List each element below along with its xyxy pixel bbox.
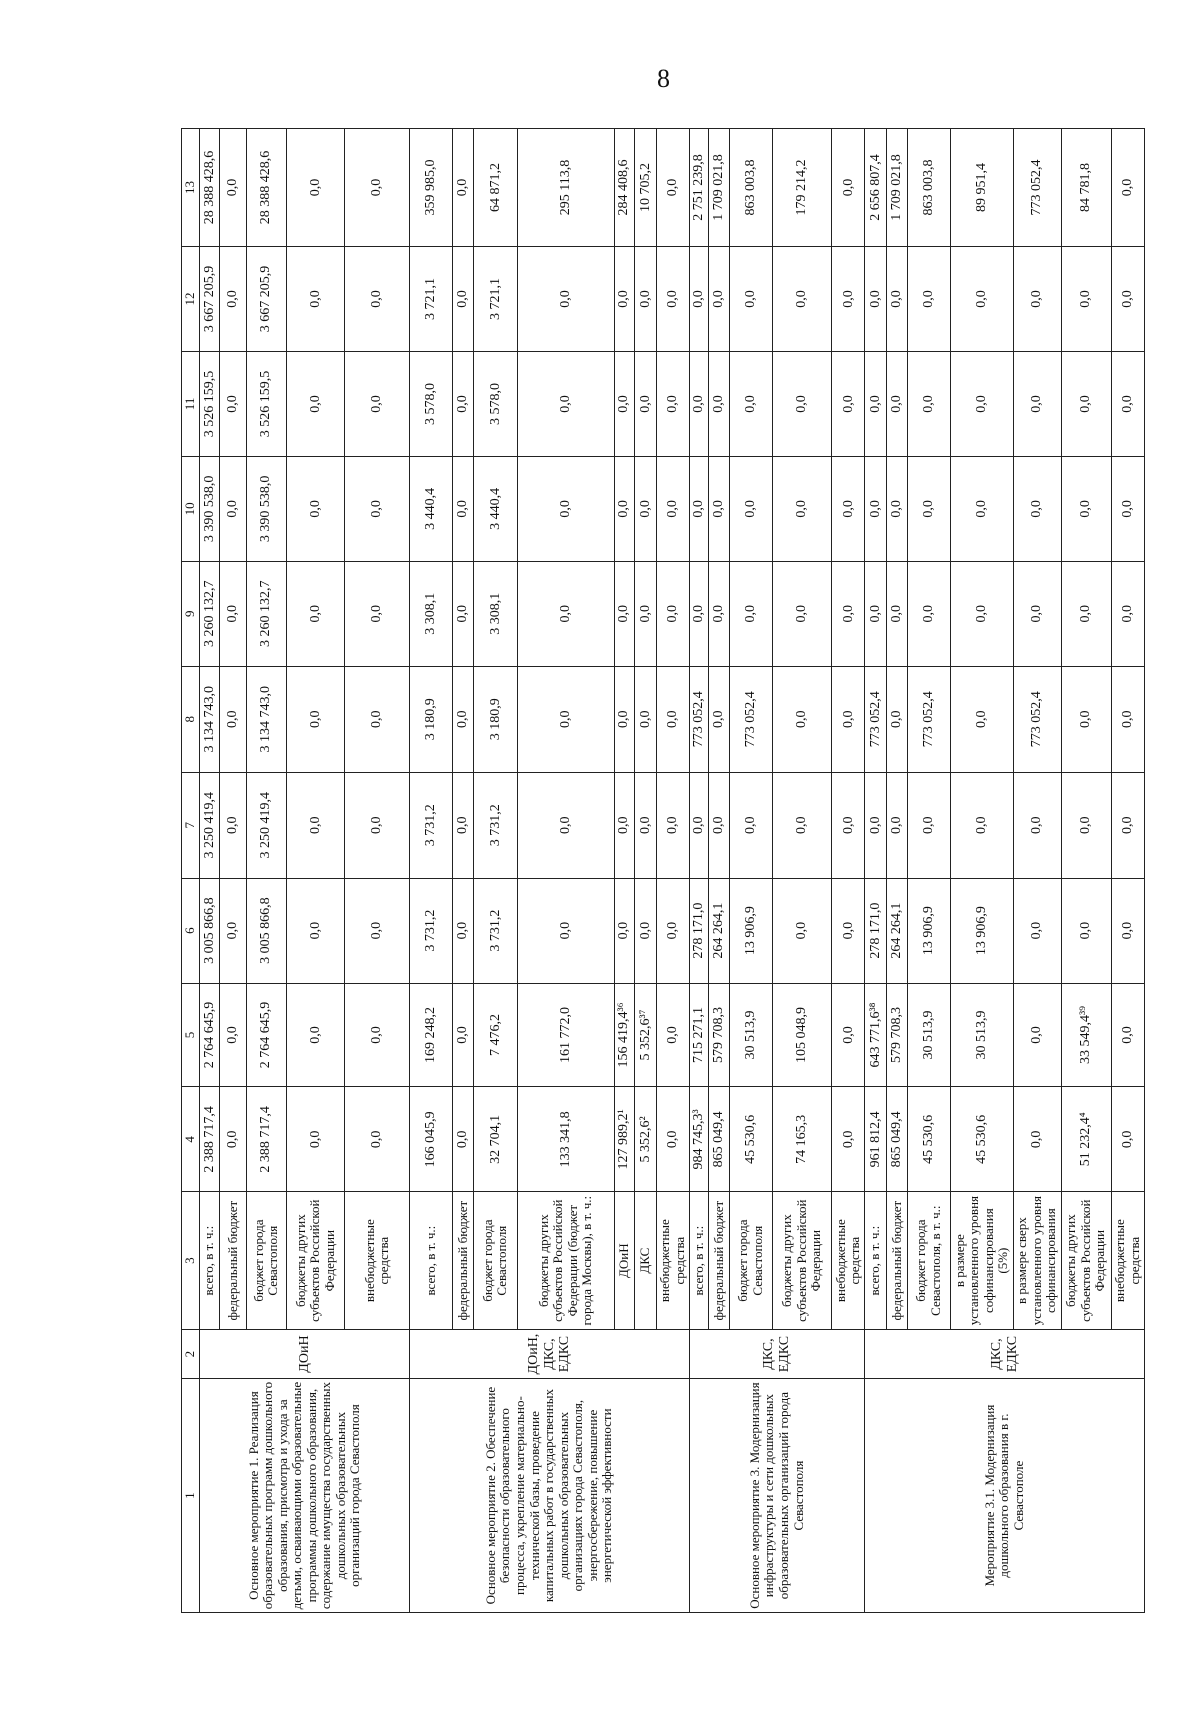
funding-source-label: внебюджетные средства xyxy=(832,1192,865,1330)
amount-cell: 0,0 xyxy=(517,772,614,878)
amount-cell: 0,0 xyxy=(1013,561,1061,666)
amount-cell: 0,0 xyxy=(517,878,614,983)
amount-cell: 3 578,0 xyxy=(410,351,453,456)
amount-cell: 0,0 xyxy=(950,561,1013,666)
amount-cell: 0,0 xyxy=(865,772,887,878)
amount-cell: 0,0 xyxy=(517,666,614,772)
amount-cell: 0,0 xyxy=(345,666,410,772)
amount-cell: 64 871,2 xyxy=(473,129,517,247)
amount-cell: 0,0 xyxy=(345,351,410,456)
amount-cell: 3 390 538,0 xyxy=(246,456,286,561)
amount-cell: 0,0 xyxy=(1013,772,1061,878)
amount-cell: 28 388 428,6 xyxy=(246,129,286,247)
amount-cell: 0,0 xyxy=(1013,247,1061,352)
amount-cell: 169 248,2 xyxy=(410,983,453,1087)
amount-cell: 773 052,4 xyxy=(865,666,887,772)
funding-source-label: в размере сверх установленного уровня софинансирования xyxy=(1013,1192,1061,1330)
amount-cell: 0,0 xyxy=(635,561,657,666)
amount-cell: 156 419,4³⁶ xyxy=(614,983,635,1087)
amount-cell: 0,0 xyxy=(1111,561,1144,666)
amount-cell: 0,0 xyxy=(907,561,950,666)
amount-cell: 3 526 159,5 xyxy=(200,351,220,456)
funding-source-label: в размере установленного уровня софинансирования (5%) xyxy=(950,1192,1013,1330)
amount-cell: 264 264,1 xyxy=(887,878,908,983)
funding-source-label: федеральный бюджет xyxy=(220,1192,247,1330)
amount-cell: 179 214,2 xyxy=(772,129,832,247)
amount-cell: 30 513,9 xyxy=(907,983,950,1087)
amount-cell: 0,0 xyxy=(1061,666,1111,772)
amount-cell: 3 180,9 xyxy=(473,666,517,772)
amount-cell: 3 440,4 xyxy=(473,456,517,561)
amount-cell: 0,0 xyxy=(709,351,730,456)
amount-cell: 0,0 xyxy=(709,456,730,561)
amount-cell: 0,0 xyxy=(772,247,832,352)
column-header: 6 xyxy=(182,878,200,983)
amount-cell: 0,0 xyxy=(865,351,887,456)
amount-cell: 3 390 538,0 xyxy=(200,456,220,561)
amount-cell: 3 578,0 xyxy=(473,351,517,456)
column-header: 10 xyxy=(182,456,200,561)
amount-cell: 0,0 xyxy=(1111,456,1144,561)
amount-cell: 0,0 xyxy=(635,772,657,878)
amount-cell: 3 005 866,8 xyxy=(246,878,286,983)
header-row xyxy=(182,129,200,1613)
amount-cell: 0,0 xyxy=(832,129,865,247)
amount-cell: 161 772,0 xyxy=(517,983,614,1087)
amount-cell: 715 271,1 xyxy=(689,983,709,1087)
column-header: 9 xyxy=(182,561,200,666)
amount-cell: 961 812,4 xyxy=(865,1087,887,1192)
amount-cell: 0,0 xyxy=(614,247,635,352)
amount-cell: 3 440,4 xyxy=(410,456,453,561)
amount-cell: 5 352,6³⁷ xyxy=(635,983,657,1087)
amount-cell: 0,0 xyxy=(907,772,950,878)
amount-cell: 0,0 xyxy=(286,878,345,983)
amount-cell: 0,0 xyxy=(832,772,865,878)
amount-cell: 0,0 xyxy=(709,772,730,878)
amount-cell: 0,0 xyxy=(729,561,772,666)
column-header: 12 xyxy=(182,247,200,352)
amount-cell: 984 745,3³ xyxy=(689,1087,709,1192)
amount-cell: 30 513,9 xyxy=(950,983,1013,1087)
amount-cell: 0,0 xyxy=(729,456,772,561)
funding-source-label: всего, в т. ч.: xyxy=(689,1192,709,1330)
funding-source-label: бюджеты других субъектов Российской Федерации xyxy=(286,1192,345,1330)
amount-cell: 0,0 xyxy=(1013,351,1061,456)
amount-cell: 0,0 xyxy=(286,983,345,1087)
amount-cell: 3 250 419,4 xyxy=(246,772,286,878)
amount-cell: 0,0 xyxy=(345,1087,410,1192)
amount-cell: 0,0 xyxy=(1061,456,1111,561)
funding-source-label: бюджет города Севастополя xyxy=(246,1192,286,1330)
amount-cell: 13 906,9 xyxy=(950,878,1013,983)
amount-cell: 0,0 xyxy=(656,983,689,1087)
amount-cell: 0,0 xyxy=(453,666,474,772)
budget-table-rotated xyxy=(181,128,1145,1613)
column-header: 5 xyxy=(182,983,200,1087)
table-row xyxy=(200,129,220,1613)
amount-cell: 863 003,8 xyxy=(907,129,950,247)
funding-source-label: внебюджетные средства xyxy=(1111,1192,1144,1330)
amount-cell: 0,0 xyxy=(887,772,908,878)
amount-cell: 0,0 xyxy=(1013,878,1061,983)
amount-cell: 0,0 xyxy=(1061,351,1111,456)
amount-cell: 0,0 xyxy=(220,129,247,247)
amount-cell: 0,0 xyxy=(1111,247,1144,352)
amount-cell: 0,0 xyxy=(453,456,474,561)
amount-cell: 0,0 xyxy=(220,878,247,983)
amount-cell: 865 049,4 xyxy=(709,1087,730,1192)
amount-cell: 74 165,3 xyxy=(772,1087,832,1192)
funding-source-label: ДКС xyxy=(635,1192,657,1330)
funding-source-label: федеральный бюджет xyxy=(887,1192,908,1330)
amount-cell: 0,0 xyxy=(453,129,474,247)
amount-cell: 0,0 xyxy=(614,456,635,561)
amount-cell: 0,0 xyxy=(635,247,657,352)
amount-cell: 295 113,8 xyxy=(517,129,614,247)
amount-cell: 0,0 xyxy=(950,666,1013,772)
amount-cell: 0,0 xyxy=(950,351,1013,456)
amount-cell: 0,0 xyxy=(656,351,689,456)
funding-source-label: бюджет города Севастополя, в т. ч.: xyxy=(907,1192,950,1330)
amount-cell: 0,0 xyxy=(689,772,709,878)
amount-cell: 0,0 xyxy=(286,666,345,772)
amount-cell: 0,0 xyxy=(1061,878,1111,983)
amount-cell: 0,0 xyxy=(950,456,1013,561)
amount-cell: 0,0 xyxy=(832,456,865,561)
amount-cell: 0,0 xyxy=(1111,772,1144,878)
amount-cell: 3 731,2 xyxy=(410,772,453,878)
funding-source-label: внебюджетные средства xyxy=(656,1192,689,1330)
amount-cell: 0,0 xyxy=(832,561,865,666)
column-header: 3 xyxy=(182,1192,200,1330)
amount-cell: 278 171,0 xyxy=(689,878,709,983)
activity-name: Мероприятие 3.1. Модернизация дошкольного образования в г. Севастополе xyxy=(865,1379,1145,1613)
amount-cell: 0,0 xyxy=(220,247,247,352)
amount-cell: 0,0 xyxy=(772,772,832,878)
funding-source-label: бюджеты других субъектов Российской Федерации xyxy=(1061,1192,1111,1330)
amount-cell: 3 731,2 xyxy=(473,772,517,878)
amount-cell: 0,0 xyxy=(1061,247,1111,352)
amount-cell: 2 764 645,9 xyxy=(246,983,286,1087)
amount-cell: 773 052,4 xyxy=(689,666,709,772)
funding-source-label: федеральный бюджет xyxy=(453,1192,474,1330)
amount-cell: 863 003,8 xyxy=(729,129,772,247)
amount-cell: 0,0 xyxy=(950,247,1013,352)
amount-cell: 0,0 xyxy=(832,983,865,1087)
amount-cell: 0,0 xyxy=(635,456,657,561)
amount-cell: 45 530,6 xyxy=(729,1087,772,1192)
amount-cell: 0,0 xyxy=(656,456,689,561)
amount-cell: 865 049,4 xyxy=(887,1087,908,1192)
amount-cell: 45 530,6 xyxy=(950,1087,1013,1192)
amount-cell: 0,0 xyxy=(345,772,410,878)
amount-cell: 0,0 xyxy=(832,666,865,772)
amount-cell: 0,0 xyxy=(656,561,689,666)
amount-cell: 0,0 xyxy=(286,1087,345,1192)
amount-cell: 0,0 xyxy=(772,456,832,561)
amount-cell: 0,0 xyxy=(1061,561,1111,666)
amount-cell: 773 052,4 xyxy=(907,666,950,772)
funding-source-label: всего, в т. ч.: xyxy=(200,1192,220,1330)
amount-cell: 0,0 xyxy=(1111,878,1144,983)
amount-cell: 0,0 xyxy=(656,772,689,878)
amount-cell: 0,0 xyxy=(729,351,772,456)
amount-cell: 33 549,4³⁹ xyxy=(1061,983,1111,1087)
amount-cell: 0,0 xyxy=(635,878,657,983)
amount-cell: 89 951,4 xyxy=(950,129,1013,247)
amount-cell: 0,0 xyxy=(614,878,635,983)
amount-cell: 0,0 xyxy=(832,351,865,456)
amount-cell: 2 764 645,9 xyxy=(200,983,220,1087)
amount-cell: 32 704,1 xyxy=(473,1087,517,1192)
amount-cell: 0,0 xyxy=(832,1087,865,1192)
amount-cell: 0,0 xyxy=(1013,983,1061,1087)
amount-cell: 0,0 xyxy=(517,351,614,456)
amount-cell: 0,0 xyxy=(614,351,635,456)
amount-cell: 7 476,2 xyxy=(473,983,517,1087)
amount-cell: 0,0 xyxy=(832,247,865,352)
amount-cell: 3 250 419,4 xyxy=(200,772,220,878)
amount-cell: 0,0 xyxy=(286,129,345,247)
amount-cell: 579 708,3 xyxy=(709,983,730,1087)
amount-cell: 0,0 xyxy=(1061,772,1111,878)
budget-table xyxy=(181,128,1145,1613)
table-row xyxy=(865,129,887,1613)
amount-cell: 0,0 xyxy=(345,129,410,247)
amount-cell: 3 721,1 xyxy=(410,247,453,352)
amount-cell: 0,0 xyxy=(345,983,410,1087)
amount-cell: 0,0 xyxy=(220,456,247,561)
amount-cell: 2 388 717,4 xyxy=(200,1087,220,1192)
amount-cell: 84 781,8 xyxy=(1061,129,1111,247)
amount-cell: 0,0 xyxy=(453,351,474,456)
amount-cell: 127 989,2¹ xyxy=(614,1087,635,1192)
amount-cell: 13 906,9 xyxy=(729,878,772,983)
amount-cell: 0,0 xyxy=(286,772,345,878)
amount-cell: 0,0 xyxy=(220,561,247,666)
amount-cell: 0,0 xyxy=(887,247,908,352)
amount-cell: 0,0 xyxy=(729,772,772,878)
amount-cell: 0,0 xyxy=(220,351,247,456)
executor: ДКС, ЕДКС xyxy=(865,1329,1145,1378)
amount-cell: 0,0 xyxy=(887,666,908,772)
amount-cell: 0,0 xyxy=(865,247,887,352)
amount-cell: 51 232,4⁴ xyxy=(1061,1087,1111,1192)
amount-cell: 0,0 xyxy=(517,247,614,352)
amount-cell: 0,0 xyxy=(453,247,474,352)
amount-cell: 0,0 xyxy=(345,561,410,666)
amount-cell: 0,0 xyxy=(614,666,635,772)
amount-cell: 0,0 xyxy=(614,561,635,666)
amount-cell: 0,0 xyxy=(656,666,689,772)
amount-cell: 0,0 xyxy=(907,456,950,561)
amount-cell: 0,0 xyxy=(656,247,689,352)
amount-cell: 2 751 239,8 xyxy=(689,129,709,247)
amount-cell: 30 513,9 xyxy=(729,983,772,1087)
amount-cell: 0,0 xyxy=(729,247,772,352)
column-header: 11 xyxy=(182,351,200,456)
column-header: 4 xyxy=(182,1087,200,1192)
funding-source-label: ДОиН xyxy=(614,1192,635,1330)
amount-cell: 0,0 xyxy=(286,561,345,666)
amount-cell: 45 530,6 xyxy=(907,1087,950,1192)
amount-cell: 0,0 xyxy=(1111,666,1144,772)
table-row xyxy=(410,129,453,1613)
amount-cell: 0,0 xyxy=(689,351,709,456)
amount-cell: 0,0 xyxy=(772,878,832,983)
amount-cell: 773 052,4 xyxy=(1013,129,1061,247)
funding-source-label: федеральный бюджет xyxy=(709,1192,730,1330)
funding-source-label: бюджет города Севастополя xyxy=(729,1192,772,1330)
amount-cell: 0,0 xyxy=(907,247,950,352)
amount-cell: 0,0 xyxy=(1111,351,1144,456)
amount-cell: 0,0 xyxy=(689,561,709,666)
amount-cell: 3 005 866,8 xyxy=(200,878,220,983)
amount-cell: 13 906,9 xyxy=(907,878,950,983)
amount-cell: 0,0 xyxy=(656,878,689,983)
amount-cell: 0,0 xyxy=(1111,983,1144,1087)
amount-cell: 3 731,2 xyxy=(410,878,453,983)
amount-cell: 3 308,1 xyxy=(473,561,517,666)
amount-cell: 3 134 743,0 xyxy=(200,666,220,772)
amount-cell: 0,0 xyxy=(635,351,657,456)
executor: ДОиН, ДКС, ЕДКС xyxy=(410,1329,690,1378)
amount-cell: 0,0 xyxy=(709,247,730,352)
column-header: 8 xyxy=(182,666,200,772)
amount-cell: 579 708,3 xyxy=(887,983,908,1087)
column-header: 7 xyxy=(182,772,200,878)
amount-cell: 264 264,1 xyxy=(709,878,730,983)
amount-cell: 0,0 xyxy=(286,456,345,561)
amount-cell: 0,0 xyxy=(220,983,247,1087)
amount-cell: 0,0 xyxy=(453,561,474,666)
executor: ДКС, ЕДКС xyxy=(689,1329,865,1378)
amount-cell: 3 721,1 xyxy=(473,247,517,352)
amount-cell: 105 048,9 xyxy=(772,983,832,1087)
amount-cell: 0,0 xyxy=(1013,1087,1061,1192)
funding-source-label: бюджеты других субъектов Российской Федерации xyxy=(772,1192,832,1330)
amount-cell: 0,0 xyxy=(950,772,1013,878)
column-header: 2 xyxy=(182,1329,200,1378)
amount-cell: 5 352,6² xyxy=(635,1087,657,1192)
amount-cell: 0,0 xyxy=(1111,129,1144,247)
amount-cell: 0,0 xyxy=(772,666,832,772)
activity-name: Основное мероприятие 3. Модернизация инфраструктуры и сети дошкольных образовательных организаций города Севастополя xyxy=(689,1379,865,1613)
amount-cell: 3 134 743,0 xyxy=(246,666,286,772)
amount-cell: 2 656 807,4 xyxy=(865,129,887,247)
amount-cell: 0,0 xyxy=(453,1087,474,1192)
page-number: 8 xyxy=(657,64,670,93)
funding-source-label: всего, в т. ч.: xyxy=(865,1192,887,1330)
amount-cell: 3 667 205,9 xyxy=(200,247,220,352)
amount-cell: 0,0 xyxy=(517,561,614,666)
amount-cell: 3 180,9 xyxy=(410,666,453,772)
amount-cell: 773 052,4 xyxy=(1013,666,1061,772)
amount-cell: 0,0 xyxy=(345,878,410,983)
amount-cell: 0,0 xyxy=(453,772,474,878)
amount-cell: 3 526 159,5 xyxy=(246,351,286,456)
amount-cell: 3 308,1 xyxy=(410,561,453,666)
amount-cell: 1 709 021,8 xyxy=(887,129,908,247)
amount-cell: 3 731,2 xyxy=(473,878,517,983)
funding-source-label: всего, в т. ч.: xyxy=(410,1192,453,1330)
amount-cell: 0,0 xyxy=(772,351,832,456)
amount-cell: 0,0 xyxy=(453,878,474,983)
amount-cell: 0,0 xyxy=(220,666,247,772)
column-header: 1 xyxy=(182,1379,200,1613)
amount-cell: 359 985,0 xyxy=(410,129,453,247)
amount-cell: 0,0 xyxy=(656,1087,689,1192)
table-row xyxy=(689,129,709,1613)
amount-cell: 0,0 xyxy=(832,878,865,983)
amount-cell: 773 052,4 xyxy=(729,666,772,772)
funding-source-label: внебюджетные средства xyxy=(345,1192,410,1330)
amount-cell: 1 709 021,8 xyxy=(709,129,730,247)
amount-cell: 0,0 xyxy=(907,351,950,456)
activity-name: Основное мероприятие 1. Реализация образовательных программ дошкольного образования, присмотра и ухода за детьми, осваивающими образовательные программы дошкольного образования, содержание имущества государственных дошкольных образовательных организаций города Севастополя xyxy=(200,1379,410,1613)
amount-cell: 3 260 132,7 xyxy=(246,561,286,666)
amount-cell: 0,0 xyxy=(656,129,689,247)
amount-cell: 0,0 xyxy=(887,351,908,456)
amount-cell: 0,0 xyxy=(345,247,410,352)
column-header: 13 xyxy=(182,129,200,247)
amount-cell: 0,0 xyxy=(1013,456,1061,561)
amount-cell: 0,0 xyxy=(614,772,635,878)
amount-cell: 10 705,2 xyxy=(635,129,657,247)
amount-cell: 278 171,0 xyxy=(865,878,887,983)
amount-cell: 3 667 205,9 xyxy=(246,247,286,352)
funding-source-label: бюджеты других субъектов Российской Федерации (бюджет города Москвы), в т. ч.: xyxy=(517,1192,614,1330)
amount-cell: 0,0 xyxy=(709,666,730,772)
amount-cell: 0,0 xyxy=(887,456,908,561)
amount-cell: 0,0 xyxy=(689,247,709,352)
amount-cell: 0,0 xyxy=(453,983,474,1087)
amount-cell: 0,0 xyxy=(345,456,410,561)
amount-cell: 0,0 xyxy=(1111,1087,1144,1192)
amount-cell: 0,0 xyxy=(220,1087,247,1192)
amount-cell: 0,0 xyxy=(709,561,730,666)
amount-cell: 0,0 xyxy=(772,561,832,666)
amount-cell: 3 260 132,7 xyxy=(200,561,220,666)
amount-cell: 0,0 xyxy=(635,666,657,772)
amount-cell: 0,0 xyxy=(220,772,247,878)
amount-cell: 0,0 xyxy=(286,247,345,352)
amount-cell: 0,0 xyxy=(517,456,614,561)
amount-cell: 2 388 717,4 xyxy=(246,1087,286,1192)
amount-cell: 166 045,9 xyxy=(410,1087,453,1192)
funding-source-label: бюджет города Севастополя xyxy=(473,1192,517,1330)
amount-cell: 0,0 xyxy=(689,456,709,561)
amount-cell: 0,0 xyxy=(887,561,908,666)
amount-cell: 643 771,6³⁸ xyxy=(865,983,887,1087)
amount-cell: 0,0 xyxy=(286,351,345,456)
amount-cell: 0,0 xyxy=(865,456,887,561)
amount-cell: 284 408,6 xyxy=(614,129,635,247)
amount-cell: 28 388 428,6 xyxy=(200,129,220,247)
amount-cell: 0,0 xyxy=(865,561,887,666)
activity-name: Основное мероприятие 2. Обеспечение безопасности образовательного процесса, укрепление материально-технической базы, проведение капитальных работ в государственных дошкольных образовательных организациях города Севастополя, энергосбережение, повышение энергетической эффективности xyxy=(410,1379,690,1613)
executor: ДОиН xyxy=(200,1329,410,1378)
amount-cell: 133 341,8 xyxy=(517,1087,614,1192)
